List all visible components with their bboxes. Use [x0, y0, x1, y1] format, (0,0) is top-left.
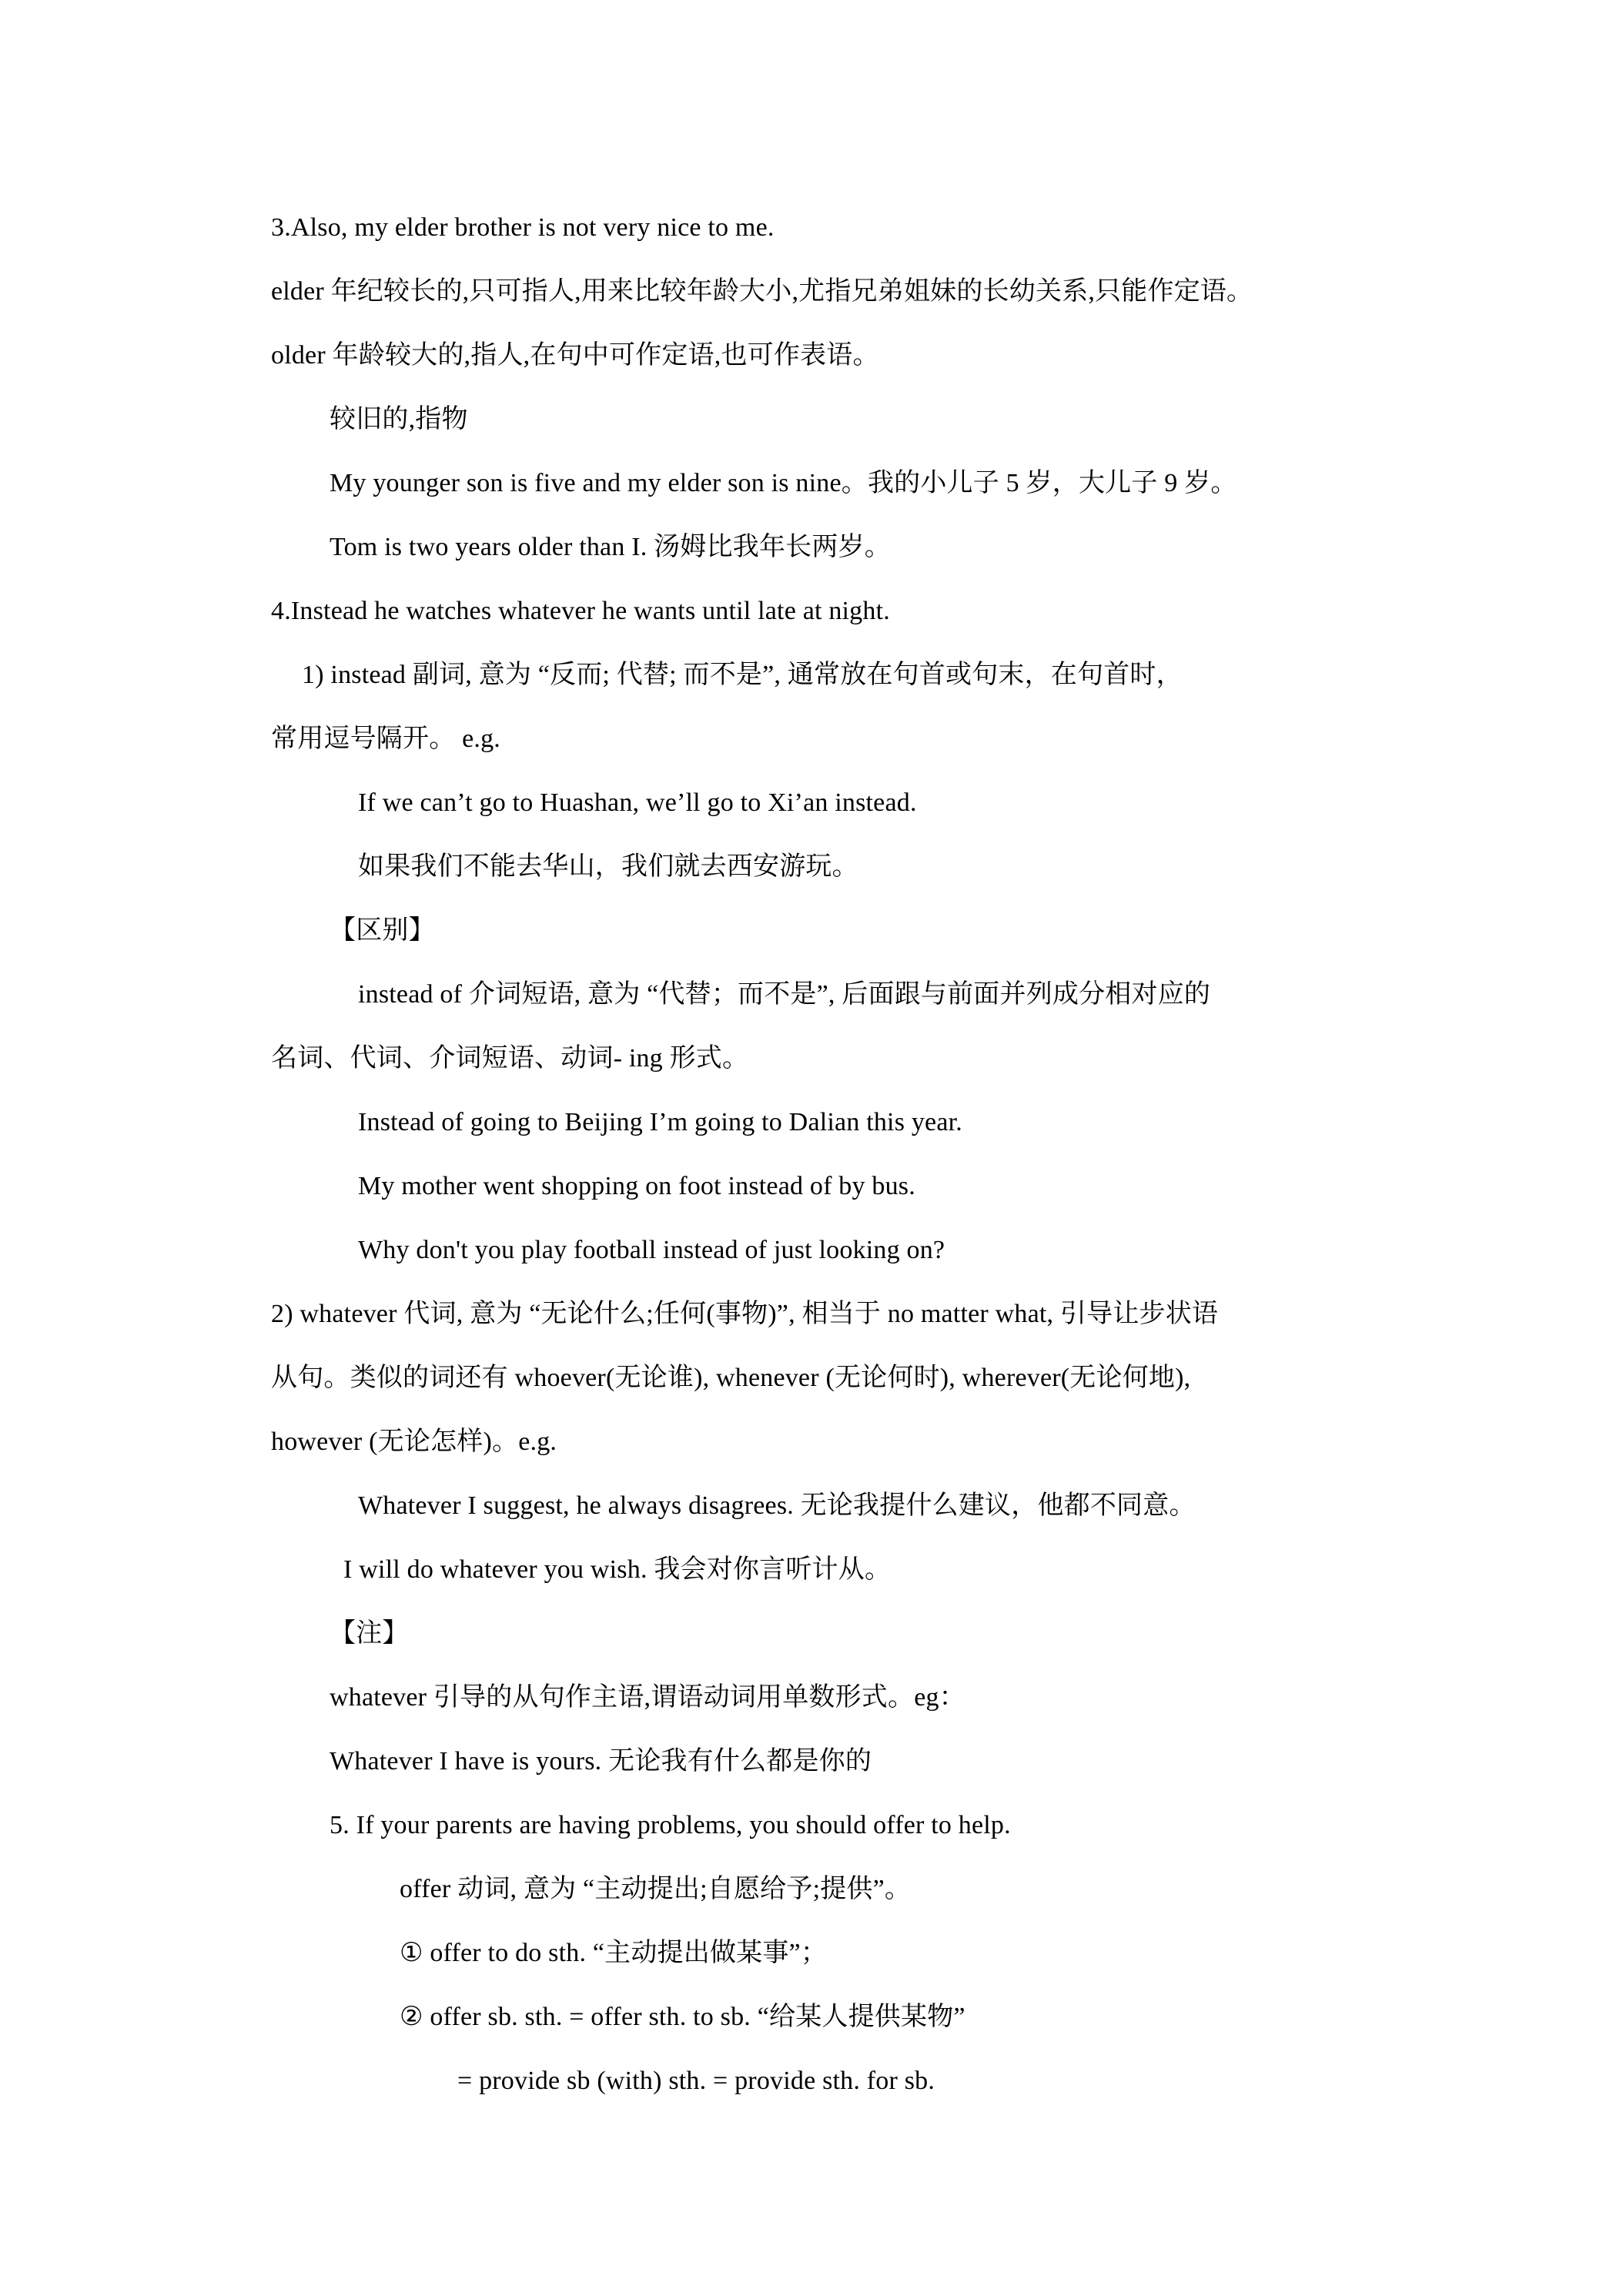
text-line: Instead of going to Beijing I’m going to Dalian this year.	[358, 1108, 962, 1136]
text-line: instead of 介词短语, 意为 “代替；而不是”, 后面跟与前面并列成分相对应的	[358, 980, 1211, 1009]
text-line: 【注】	[330, 1619, 409, 1648]
text-line: 1) instead 副词, 意为 “反而; 代替; 而不是”, 通常放在句首或句末，在句首时，	[302, 661, 1183, 689]
text-line: offer 动词, 意为 “主动提出;自愿给予;提供”。	[400, 1875, 912, 1903]
text-line: however (无论怎样)。e.g.	[271, 1427, 557, 1456]
text-line: Tom is two years older than I. 汤姆比我年长两岁。	[330, 533, 891, 561]
text-line: Why don't you play football instead of just looking on?	[358, 1236, 945, 1264]
text-line: My younger son is five and my elder son is nine。我的小儿子 5 岁，大儿子 9 岁。	[330, 469, 1237, 497]
text-line: = provide sb (with) sth. = provide sth. for sb.	[457, 2067, 935, 2095]
text-line: 名词、代词、介词短语、动词- ing 形式。	[271, 1044, 749, 1073]
text-line: elder 年纪较长的,只可指人,用来比较年龄大小,尤指兄弟姐妹的长幼关系,只能作定语。	[271, 277, 1253, 306]
text-line: older 年龄较大的,指人,在句中可作定语,也可作表语。	[271, 341, 879, 370]
text-line: ① offer to do sth. “主动提出做某事”；	[400, 1939, 828, 1967]
text-line: I will do whatever you wish. 我会对你言听计从。	[343, 1555, 892, 1584]
text-line: Whatever I suggest, he always disagrees. 无论我提什么建议，他都不同意。	[358, 1491, 1196, 1520]
text-line: 较旧的,指物	[330, 405, 468, 433]
text-line: 5. If your parents are having problems, you should offer to help.	[330, 1811, 1011, 1839]
text-line: 从句。类似的词还有 whoever(无论谁), whenever (无论何时), wherever(无论何地),	[271, 1364, 1191, 1392]
text-line: My mother went shopping on foot instead of by bus.	[358, 1172, 915, 1200]
text-line: Whatever I have is yours. 无论我有什么都是你的	[330, 1747, 872, 1776]
text-line: 2) whatever 代词, 意为 “无论什么;任何(事物)”, 相当于 no matter what, 引导让步状语	[271, 1300, 1219, 1328]
text-line: 3.Also, my elder brother is not very nice to me.	[271, 213, 775, 242]
text-line: 4.Instead he watches whatever he wants until late at night.	[271, 597, 890, 625]
text-line: ② offer sb. sth. = offer sth. to sb. “给某人提供某物”	[400, 2003, 965, 2031]
text-line: 常用逗号隔开。 e.g.	[271, 725, 500, 753]
text-line: If we can’t go to Huashan, we’ll go to Xi’an instead.	[358, 788, 917, 817]
text-line: whatever 引导的从句作主语,谓语动词用单数形式。eg：	[330, 1683, 965, 1712]
text-line: 如果我们不能去华山，我们就去西安游玩。	[358, 852, 858, 881]
text-line: 【区别】	[330, 916, 435, 945]
